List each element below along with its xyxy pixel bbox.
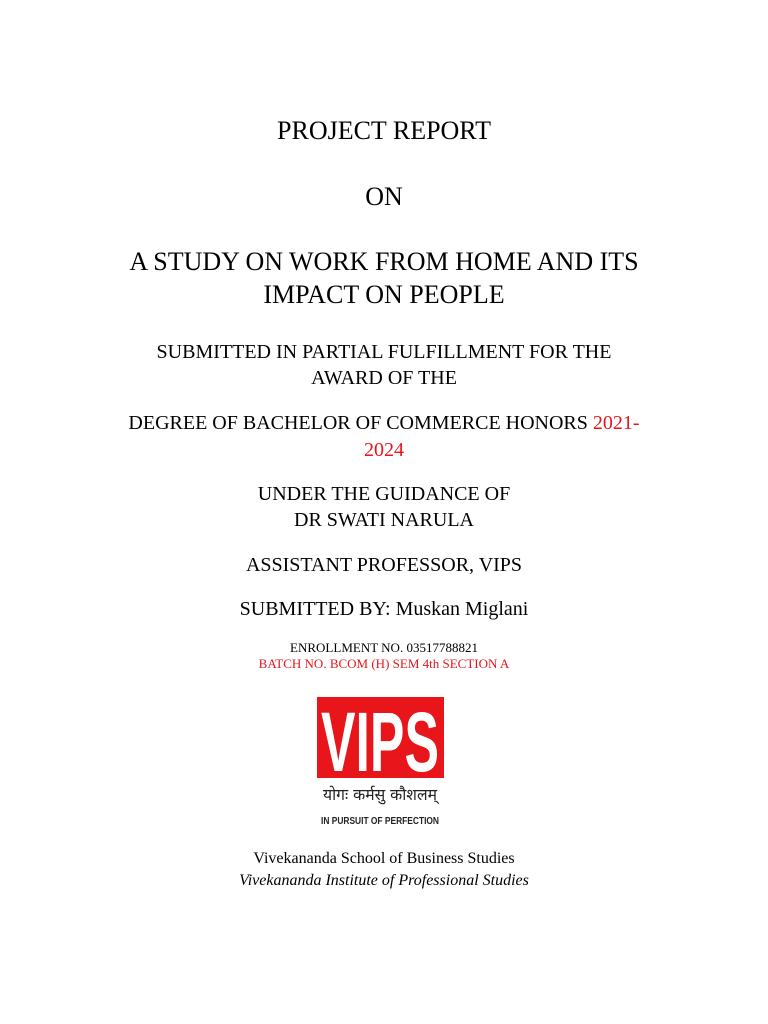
degree-line — [0, 411, 768, 435]
degree-years-end: 2024 — [364, 439, 404, 461]
institute-name: Vivekananda Institute of Professional Studies — [239, 872, 529, 889]
report-topic-line-1: A STUDY ON WORK FROM HOME AND ITS — [129, 247, 639, 276]
degree-years-start: 2021- — [592, 412, 640, 434]
submission-line-2: AWARD OF THE — [311, 367, 457, 389]
submitted-by-line — [0, 597, 768, 621]
logo-tagline: IN PURSUIT OF PERFECTION — [321, 816, 439, 827]
guide-name: DR SWATI NARULA — [294, 509, 474, 531]
vips-logo — [312, 691, 448, 831]
logo-letters: VIPS — [321, 695, 439, 789]
batch-number: BATCH NO. BCOM (H) SEM 4th SECTION A — [258, 656, 510, 671]
school-name: Vivekananda School of Business Studies — [253, 850, 515, 867]
guide-designation: ASSISTANT PROFESSOR, VIPS — [245, 554, 523, 576]
degree-text: DEGREE OF BACHELOR OF COMMERCE HONORS — [128, 412, 593, 434]
enrollment-number: ENROLLMENT NO. 03517788821 — [290, 640, 478, 655]
report-heading: PROJECT REPORT — [277, 116, 491, 145]
submission-line-1: SUBMITTED IN PARTIAL FULFILLMENT FOR THE — [156, 341, 612, 363]
report-heading-on: ON — [365, 182, 403, 211]
logo-motto: योगः कर्मसु कौशलम् — [323, 785, 440, 804]
report-topic-line-2: IMPACT ON PEOPLE — [263, 280, 505, 309]
submitted-by-label: SUBMITTED BY: — [239, 598, 396, 620]
guidance-label: UNDER THE GUIDANCE OF — [257, 483, 511, 505]
student-name: Muskan Miglani — [395, 598, 529, 620]
